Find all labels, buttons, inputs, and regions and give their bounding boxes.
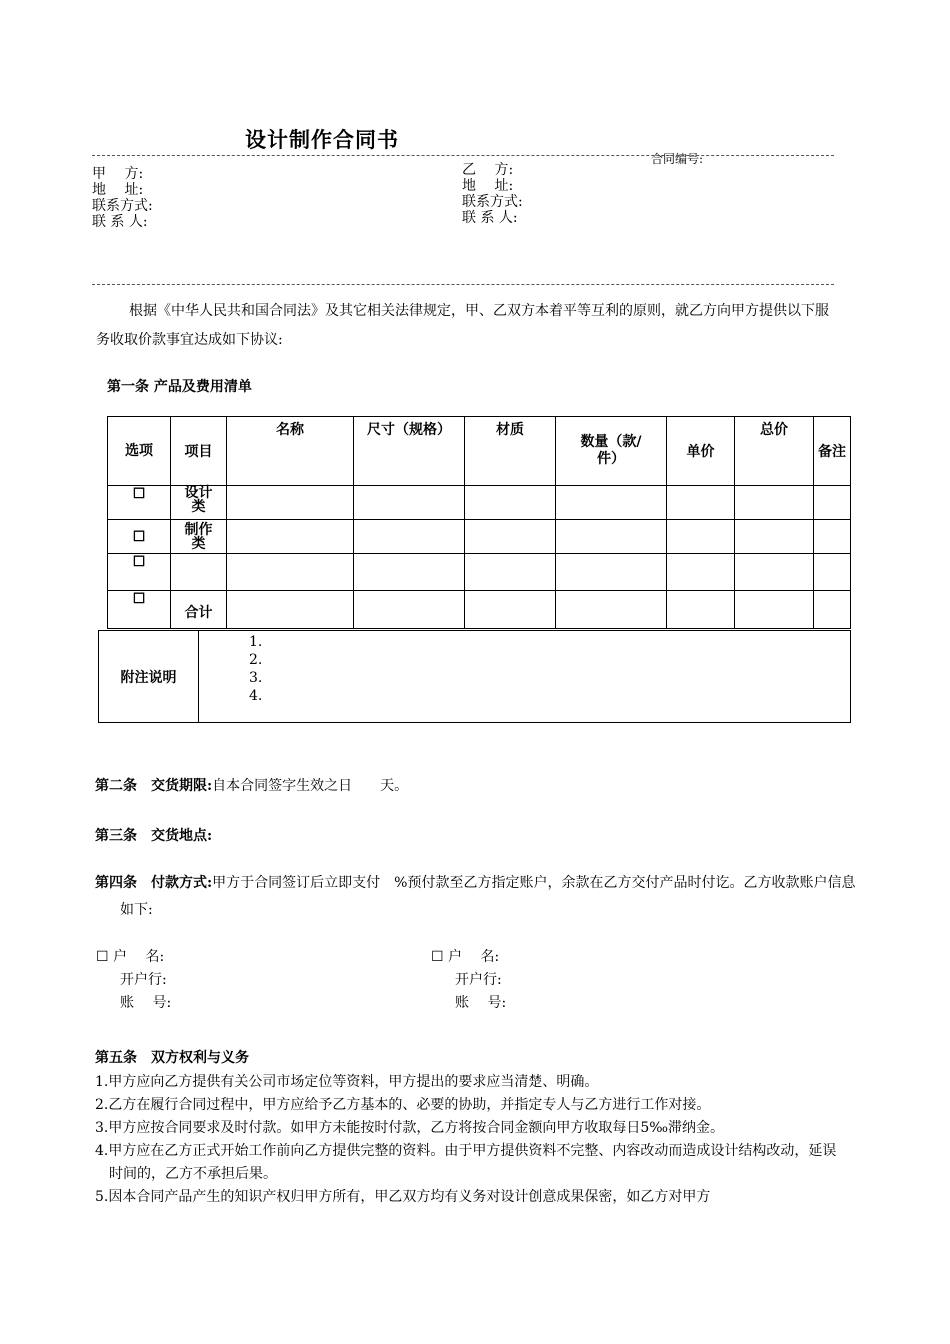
cell [667,520,735,554]
notes-box [98,630,851,723]
cell [667,591,735,629]
article4-title: 第四条 付款方式: [95,875,213,891]
article2-title: 第二条 交货期限: [95,778,213,794]
header-select: 选项 [108,417,171,486]
list-item: 5.因本合同产品产生的知识产权归甲方所有，甲乙双方均有义务对设计创意成果保密，如乙方对甲方 [95,1189,711,1205]
party-a-address-label: 地 址: [92,182,144,198]
header-item: 项目 [171,417,227,486]
list-item: 2. [249,652,263,668]
cell [354,520,465,554]
cell [556,486,667,520]
cell [556,554,667,591]
cell [465,591,556,629]
account-right-bank-label: 开户行: [455,972,502,988]
cell [814,520,851,554]
article3-title: 第三条 交货地点: [95,828,213,844]
list-item: 3. [249,670,263,686]
cell [227,591,354,629]
party-a-contact-label: 联系方式: [92,198,153,214]
notes-label: 附注说明 [99,631,199,722]
divider-bottom [92,284,834,285]
article5-list [95,1071,840,1209]
cell [354,486,465,520]
article4-text: 甲方于合同签订后立即支付 %预付款至乙方指定账户，余款在乙方交付产品时付讫。乙方收款账户信息如下: [120,875,856,918]
article2-text: 自本合同签字生效之日 天。 [212,778,409,794]
header-material: 材质 [465,417,556,486]
article5-title: 第五条 双方权利与义务 [95,1050,249,1066]
header-size: 尺寸（规格） [354,417,465,486]
list-item: 1. [249,634,263,650]
cell [354,554,465,591]
row-item-label: 合计 [171,591,227,629]
account-right-holder-label: 户 名: [448,949,500,965]
cell [465,486,556,520]
cell [735,520,814,554]
row-checkbox[interactable]: ☐ [108,554,171,591]
cell [735,554,814,591]
cell [667,554,735,591]
row-item-label: 制作类 [171,520,227,554]
account-left-bank-label: 开户行: [120,972,167,988]
table-header-row [108,417,851,486]
article2 [95,775,408,795]
cell [465,520,556,554]
cell [814,591,851,629]
table-row [108,520,851,554]
header-unit-price: 单价 [667,417,735,486]
article1-title: 第一条 产品及费用清单 [107,379,252,395]
cell [735,486,814,520]
cell [556,520,667,554]
table-row [108,486,851,520]
cell [227,554,354,591]
list-item: 4. [249,688,263,704]
account-left-number-label: 账 号: [120,995,172,1011]
page-title: 设计制作合同书 [245,127,399,152]
cell [227,520,354,554]
party-b-name-label: 乙 方: [462,162,514,178]
party-b-person-label: 联 系 人: [462,210,518,226]
cell [227,486,354,520]
account-right-number-label: 账 号: [455,995,507,1011]
article4 [95,870,860,924]
product-fee-table [107,416,851,629]
cell [354,591,465,629]
cell [667,486,735,520]
cell [814,554,851,591]
list-item: 1.甲方应向乙方提供有关公司市场定位等资料，甲方提出的要求应当清楚、明确。 [95,1074,599,1090]
party-a-person-label: 联 系 人: [92,214,148,230]
row-item-label [171,554,227,591]
header-remark: 备注 [814,417,851,486]
row-item-label: 设计类 [171,486,227,520]
party-b-contact-label: 联系方式: [462,194,523,210]
account-right [431,946,506,1015]
party-b-address-label: 地 址: [462,178,514,194]
header-name: 名称 [227,417,354,486]
header-quantity: 数量（款/件） [556,417,667,486]
notes-list [249,633,262,705]
row-checkbox[interactable]: ☐ [108,520,171,554]
list-item: 3.甲方应按合同要求及时付款。如甲方未能按时付款，乙方将按合同金额向甲方收取每日5‰滞纳金。 [95,1120,725,1136]
list-item: 2.乙方在履行合同过程中，甲方应给予乙方基本的、必要的协助，并指定专人与乙方进行工作对接。 [95,1097,711,1113]
row-checkbox[interactable]: ☐ [108,486,171,520]
cell [465,554,556,591]
account-left-holder-label: 户 名: [113,949,165,965]
header-total: 总价 [735,417,814,486]
account-right-checkbox[interactable]: ☐ [431,949,444,965]
table-row-total [108,591,851,629]
party-a-name-label: 甲 方: [92,166,144,182]
cell [556,591,667,629]
contract-number-label: 合同编号: [651,152,704,166]
party-a-block [92,166,153,230]
cell [814,486,851,520]
divider-top [92,155,834,156]
list-item: 4.甲方应在乙方正式开始工作前向乙方提供完整的资料。由于甲方提供资料不完整、内容改动而造成设计结构改动，延误时间的，乙方不承担后果。 [95,1143,837,1182]
account-left [96,946,171,1015]
row-checkbox[interactable]: ☐ [108,591,171,629]
table-row [108,554,851,591]
intro-paragraph: 根据《中华人民共和国合同法》及其它相关法律规定，甲、乙双方本着平等互利的原则，就乙方向甲方提供以下服务收取价款事宜达成如下协议: [96,303,829,348]
account-left-checkbox[interactable]: ☐ [96,949,109,965]
cell [735,591,814,629]
party-b-block [462,162,523,226]
